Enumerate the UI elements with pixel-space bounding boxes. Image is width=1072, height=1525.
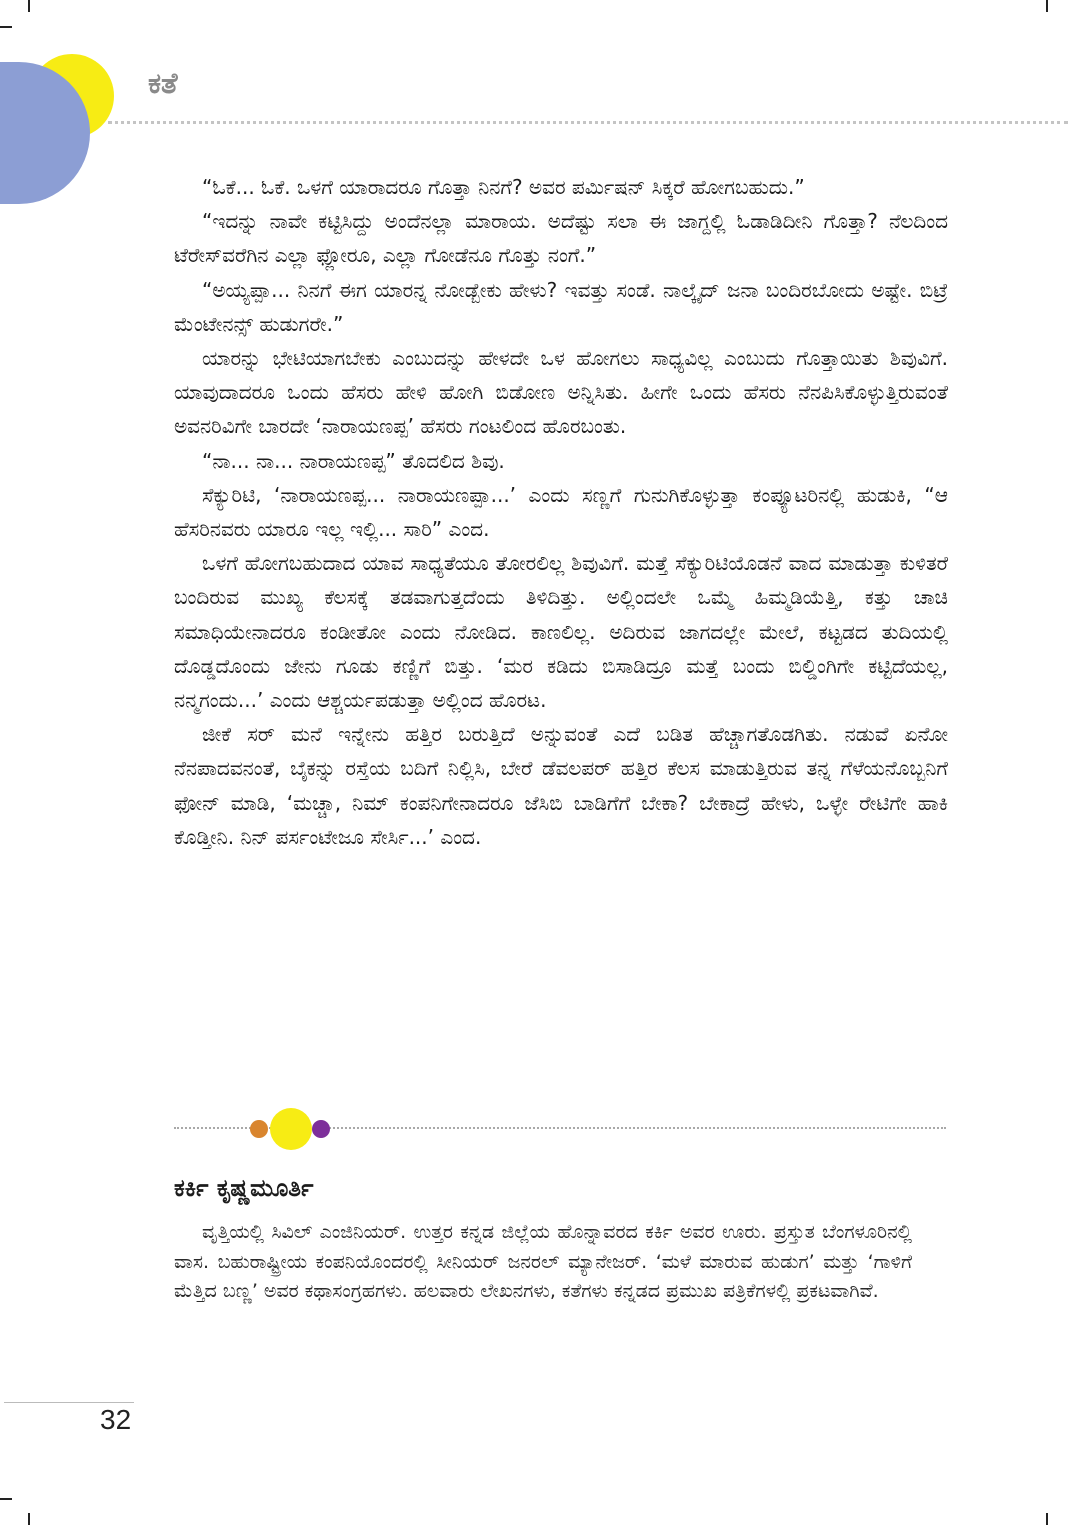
story-paragraph: ಸೆಕ್ಯುರಿಟಿ, ‘ನಾರಾಯಣಪ್ಪ... ನಾರಾಯಣಪ್ಪಾ...’ ಎಂದು ಸಣ್ಣಗೆ ಗುನುಗಿಕೊಳ್ಳುತ್ತಾ ಕಂಪ್ಯೂಟರಿನಲ್ಲಿ ಹುಡುಕಿ, “ಆ ಹೆಸರಿನವರು ಯಾರೂ ಇಲ್ಲ ಇಲ್ಲಿ... ಸಾರಿ” ಎಂದ. bbox=[174, 482, 948, 542]
crop-mark bbox=[0, 1498, 12, 1500]
crop-mark bbox=[28, 0, 30, 12]
crop-mark bbox=[1046, 1513, 1048, 1525]
author-bio bbox=[174, 1218, 912, 1307]
separator-orange-dot bbox=[250, 1120, 268, 1138]
crop-mark bbox=[28, 1513, 30, 1525]
story-paragraph: “ಅಯ್ಯಪ್ಪಾ... ನಿನಗೆ ಈಗ ಯಾರನ್ನ ನೋಡ್ಬೇಕು ಹೇಳು? ಇವತ್ತು ಸಂಡೆ. ನಾಲ್ಕೈದ್ ಜನಾ ಬಂದಿರಬೋದು ಅಷ್ಟೇ. ಬಿಟ್ರೆ ಮೆಂಟೇನನ್ಸ್ ಹುಡುಗರೇ.” bbox=[174, 277, 948, 336]
story-paragraph: “ಇದನ್ನು ನಾವೇ ಕಟ್ಟಿಸಿದ್ದು ಅಂದೆನಲ್ಲಾ ಮಾರಾಯ. ಅದೆಷ್ಟು ಸಲಾ ಈ ಜಾಗ್ದಲ್ಲಿ ಓಡಾಡಿದೀನಿ ಗೊತ್ತಾ? ನೆಲದಿಂದ ಟೆರೇಸ್‌ವರೆಗಿನ ಎಲ್ಲಾ ಫ್ಲೋರೂ, ಎಲ್ಲಾ ಗೋಡೆನೂ ಗೊತ್ತು ನಂಗೆ.” bbox=[174, 209, 948, 268]
separator-yellow-dot bbox=[270, 1108, 312, 1150]
story-paragraph: ಜೀಕೆ ಸರ್ ಮನೆ ಇನ್ನೇನು ಹತ್ತಿರ ಬರುತ್ತಿದೆ ಅನ್ನುವಂತೆ ಎದೆ ಬಡಿತ ಹೆಚ್ಚಾಗತೊಡಗಿತು. ನಡುವೆ ಏನೋ ನೆನಪಾದವನಂತೆ, ಬೈಕನ್ನು ರಸ್ತೆಯ ಬದಿಗೆ ನಿಲ್ಲಿಸಿ, ಬೇರೆ ಡೆವಲಪರ್ ಹತ್ತಿರ ಕೆಲಸ ಮಾಡುತ್ತಿರುವ ತನ್ನ ಗೆಳೆಯನೊಬ್ಬನಿಗೆ ಫೋನ್ ಮಾಡಿ, ‘ಮಚ್ಚಾ, ನಿಮ್ ಕಂಪನಿಗೇನಾದರೂ ಜೆಸಿಬಿ ಬಾಡಿಗೆಗೆ ಬೇಕಾ? ಬೇಕಾದ್ರೆ ಹೇಳು, ಒಳ್ಳೇ ರೇಟಿಗೇ ಹಾಕಿ ಕೊಡ್ತೀನಿ. ನಿನ್ ಪರ್ಸಂಟೇಜೂ ಸೇರ್ಸಿ...’ ಎಂದ. bbox=[174, 722, 948, 849]
story-paragraph: ಯಾರನ್ನು ಭೇಟಿಯಾಗಬೇಕು ಎಂಬುದನ್ನು ಹೇಳದೇ ಒಳ ಹೋಗಲು ಸಾಧ್ಯವಿಲ್ಲ ಎಂಬುದು ಗೊತ್ತಾಯಿತು ಶಿವುವಿಗೆ. ಯಾವುದಾದರೂ ಒಂದು ಹೆಸರು ಹೇಳಿ ಹೋಗಿ ಬಿಡೋಣ ಅನ್ನಿಸಿತು. ಹೀಗೇ ಒಂದು ಹೆಸರು ನೆನಪಿಸಿಕೊಳ್ಳುತ್ತಿರುವಂತೆ ಅವನರಿವಿಗೇ ಬಾರದೇ ‘ನಾರಾಯಣಪ್ಪ’ ಹೆಸರು ಗಂಟಲಿಂದ ಹೊರಬಂತು. bbox=[174, 346, 948, 439]
crop-mark bbox=[1046, 0, 1048, 12]
story-text bbox=[174, 170, 948, 854]
separator-purple-dot bbox=[312, 1120, 330, 1138]
author-bio-text: ವೃತ್ತಿಯಲ್ಲಿ ಸಿವಿಲ್ ಎಂಜಿನಿಯರ್. ಉತ್ತರ ಕನ್ನಡ ಜಿಲ್ಲೆಯ ಹೊನ್ನಾವರದ ಕರ್ಕಿ ಅವರ ಊರು. ಪ್ರಸ್ತುತ ಬೆಂಗಳೂರಿನಲ್ಲಿ ವಾಸ. ಬಹುರಾಷ್ಟ್ರೀಯ ಕಂಪನಿಯೊಂದರಲ್ಲಿ ಸೀನಿಯರ್ ಜನರಲ್ ಮ್ಯಾನೇಜರ್. ‘ಮಳೆ ಮಾರುವ ಹುಡುಗ’ ಮತ್ತು ‘ಗಾಳಿಗೆ ಮೆತ್ತಿದ ಬಣ್ಣ’ ಅವರ ಕಥಾಸಂಗ್ರಹಗಳು. ಹಲವಾರು ಲೇಖನಗಳು, ಕತೆಗಳು ಕನ್ನಡದ ಪ್ರಮುಖ ಪತ್ರಿಕೆಗಳಲ್ಲಿ ಪ್ರಕಟವಾಗಿವೆ. bbox=[174, 1221, 912, 1303]
header-dotted-rule bbox=[108, 121, 1068, 124]
crop-mark bbox=[0, 26, 12, 28]
page-number-rule bbox=[4, 1402, 134, 1403]
story-paragraph: “ಓಕೆ... ಓಕೆ. ಒಳಗೆ ಯಾರಾದರೂ ಗೊತ್ತಾ ನಿನಗೆ? ಅವರ ಪರ್ಮಿಷನ್ ಸಿಕ್ಕರೆ ಹೋಗಬಹುದು.” bbox=[202, 175, 805, 199]
story-paragraph: “ನಾ... ನಾ... ನಾರಾಯಣಪ್ಪ” ತೊದಲಿದ ಶಿವು. bbox=[202, 448, 505, 473]
author-name: ಕರ್ಕಿ ಕೃಷ್ಣಮೂರ್ತಿ bbox=[174, 1174, 314, 1202]
story-paragraph: ಒಳಗೆ ಹೋಗಬಹುದಾದ ಯಾವ ಸಾಧ್ಯತೆಯೂ ತೋರಲಿಲ್ಲ ಶಿವುವಿಗೆ. ಮತ್ತೆ ಸೆಕ್ಯುರಿಟಿಯೊಡನೆ ವಾದ ಮಾಡುತ್ತಾ ಕುಳಿತರೆ ಬಂದಿರುವ ಮುಖ್ಯ ಕೆಲಸಕ್ಕೆ ತಡವಾಗುತ್ತದೆಂದು ತಿಳಿದಿತ್ತು. ಅಲ್ಲಿಂದಲೇ ಒಮ್ಮೆ ಹಿಮ್ಮಡಿಯೆತ್ತಿ, ಕತ್ತು ಚಾಚಿ ಸಮಾಧಿಯೇನಾದರೂ ಕಂಡೀತೋ ಎಂದು ನೋಡಿದ. ಕಾಣಲಿಲ್ಲ. ಅದಿರುವ ಜಾಗದಲ್ಲೇ ಮೇಲೆ, ಕಟ್ಟಡದ ತುದಿಯಲ್ಲಿ ದೊಡ್ಡದೊಂದು ಜೇನು ಗೂಡು ಕಣ್ಣಿಗೆ ಬಿತ್ತು. ‘ಮರ ಕಡಿದು ಬಿಸಾಡಿದ್ರೂ ಮತ್ತೆ ಬಂದು ಬಿಲ್ಡಿಂಗಿಗೇ ಕಟ್ಟಿದೆಯಲ್ಲ, ನನ್ಮಗಂದು...’ ಎಂದು ಆಶ್ಚರ್ಯಪಡುತ್ತಾ ಅಲ್ಲಿಂದ ಹೊರಟ. bbox=[174, 551, 948, 713]
section-title: ಕತೆ bbox=[148, 66, 178, 100]
page-number: 32 bbox=[100, 1404, 132, 1435]
